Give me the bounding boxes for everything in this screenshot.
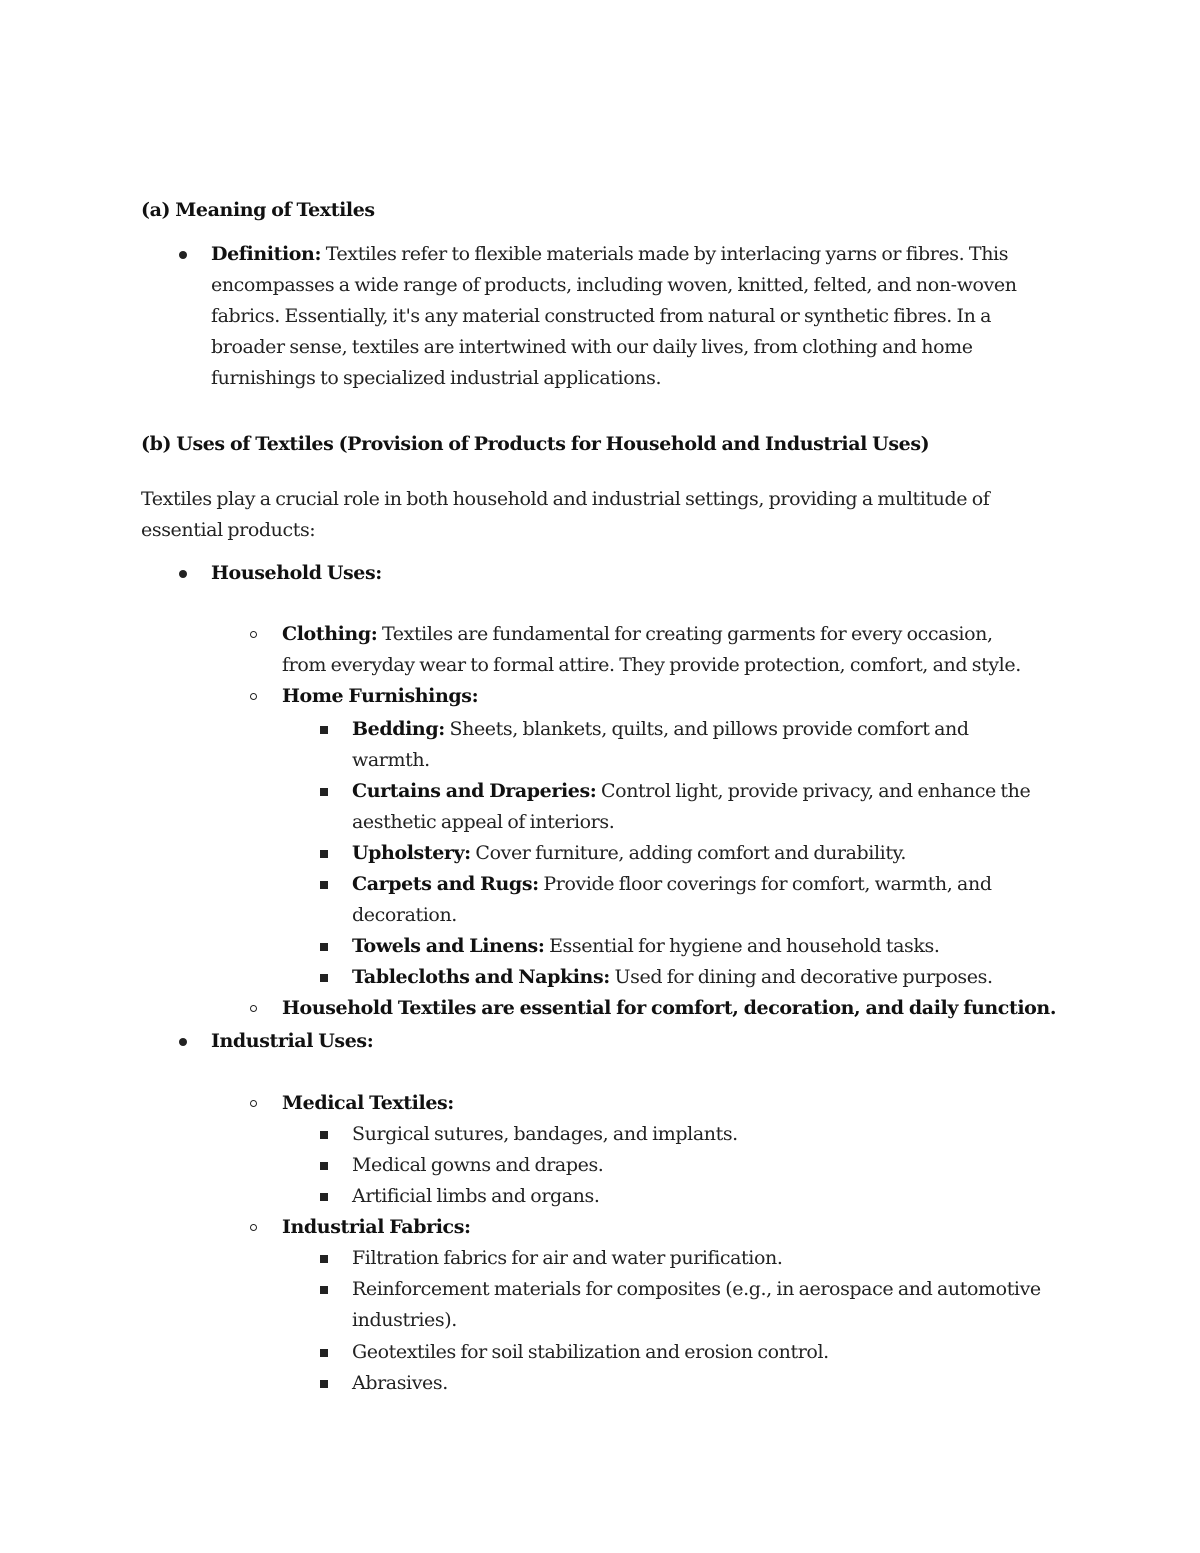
bedding-text: Sheets, blankets, quilts, and pillows provide comfort and (444, 718, 969, 740)
medical-item: Medical gowns and drapes. (352, 1154, 604, 1176)
circle-bullet-icon (250, 1224, 257, 1231)
square-bullet-icon (320, 1131, 328, 1139)
towels-label: Towels and Linens: (352, 935, 545, 957)
fabrics-item: Geotextiles for soil stabilization and erosion control. (352, 1341, 829, 1363)
square-bullet-icon (320, 943, 328, 951)
square-bullet-icon (320, 974, 328, 982)
fabrics-item: Abrasives. (352, 1372, 448, 1394)
definition-line-5: furnishings to specialized industrial applications. (211, 367, 662, 389)
industrial-uses-label: Industrial Uses: (211, 1030, 374, 1052)
industrial-fabrics-label: Industrial Fabrics: (282, 1216, 471, 1238)
section-b-heading: (b) Uses of Textiles (Provision of Products for Household and Industrial Uses) (141, 433, 930, 455)
intro-line-2: essential products: (141, 519, 316, 541)
square-bullet-icon (320, 881, 328, 889)
upholstery-text: Cover furniture, adding comfort and durability. (470, 842, 907, 864)
definition-line-1 (211, 239, 1008, 270)
definition-label: Definition: (211, 243, 322, 265)
bedding-line-1 (352, 714, 969, 745)
section-a-heading: (a) Meaning of Textiles (141, 199, 375, 221)
upholstery-line (352, 838, 906, 869)
tablecloths-line (352, 962, 993, 993)
home-furnishings-label: Home Furnishings: (282, 685, 479, 707)
circle-bullet-icon (250, 1100, 257, 1107)
clothing-text: Textiles are fundamental for creating garments for every occasion, (377, 623, 993, 645)
clothing-line-2: from everyday wear to formal attire. They provide protection, comfort, and style. (282, 654, 1021, 676)
towels-text: Essential for hygiene and household tasks. (544, 935, 940, 957)
definition-text: Textiles refer to flexible materials made by interlacing yarns or fibres. This (321, 243, 1009, 265)
curtains-line-1 (352, 776, 1030, 807)
definition-line-3: fabrics. Essentially, it's any material constructed from natural or synthetic fibres. In a (211, 305, 992, 327)
towels-line (352, 931, 940, 962)
square-bullet-icon (320, 1255, 328, 1263)
bedding-line-2: warmth. (352, 749, 430, 771)
square-bullet-icon (320, 1193, 328, 1201)
clothing-label: Clothing: (282, 623, 378, 645)
carpets-line-2: decoration. (352, 904, 457, 926)
curtains-text: Control light, provide privacy, and enhance the (596, 780, 1031, 802)
curtains-line-2: aesthetic appeal of interiors. (352, 811, 615, 833)
bedding-label: Bedding: (352, 718, 445, 740)
intro-line-1: Textiles play a crucial role in both household and industrial settings, providing a multitude of (141, 488, 990, 510)
curtains-label: Curtains and Draperies: (352, 780, 597, 802)
carpets-label: Carpets and Rugs: (352, 873, 539, 895)
square-bullet-icon (320, 1380, 328, 1388)
circle-bullet-icon (250, 631, 257, 638)
carpets-text: Provide floor coverings for comfort, warmth, and (538, 873, 992, 895)
disc-bullet-icon (179, 1038, 187, 1046)
square-bullet-icon (320, 726, 328, 734)
upholstery-label: Upholstery: (352, 842, 471, 864)
circle-bullet-icon (250, 693, 257, 700)
medical-item: Artificial limbs and organs. (352, 1185, 600, 1207)
household-summary: Household Textiles are essential for comfort, decoration, and daily function. (282, 997, 1057, 1019)
carpets-line-1 (352, 869, 992, 900)
tablecloths-text: Used for dining and decorative purposes. (609, 966, 993, 988)
definition-line-4: broader sense, textiles are intertwined with our daily lives, from clothing and home (211, 336, 973, 358)
square-bullet-icon (320, 1162, 328, 1170)
medical-textiles-label: Medical Textiles: (282, 1092, 454, 1114)
square-bullet-icon (320, 1286, 328, 1294)
clothing-line-1 (282, 619, 993, 650)
fabrics-item: Reinforcement materials for composites (e.g., in aerospace and automotive (352, 1278, 1041, 1300)
square-bullet-icon (320, 1349, 328, 1357)
disc-bullet-icon (179, 570, 187, 578)
definition-line-2: encompasses a wide range of products, including woven, knitted, felted, and non-woven (211, 274, 1017, 296)
disc-bullet-icon (179, 251, 187, 259)
circle-bullet-icon (250, 1005, 257, 1012)
fabrics-item-continuation: industries). (352, 1309, 457, 1331)
fabrics-item: Filtration fabrics for air and water purification. (352, 1247, 783, 1269)
tablecloths-label: Tablecloths and Napkins: (352, 966, 610, 988)
household-uses-label: Household Uses: (211, 562, 382, 584)
medical-item: Surgical sutures, bandages, and implants. (352, 1123, 738, 1145)
square-bullet-icon (320, 850, 328, 858)
square-bullet-icon (320, 788, 328, 796)
